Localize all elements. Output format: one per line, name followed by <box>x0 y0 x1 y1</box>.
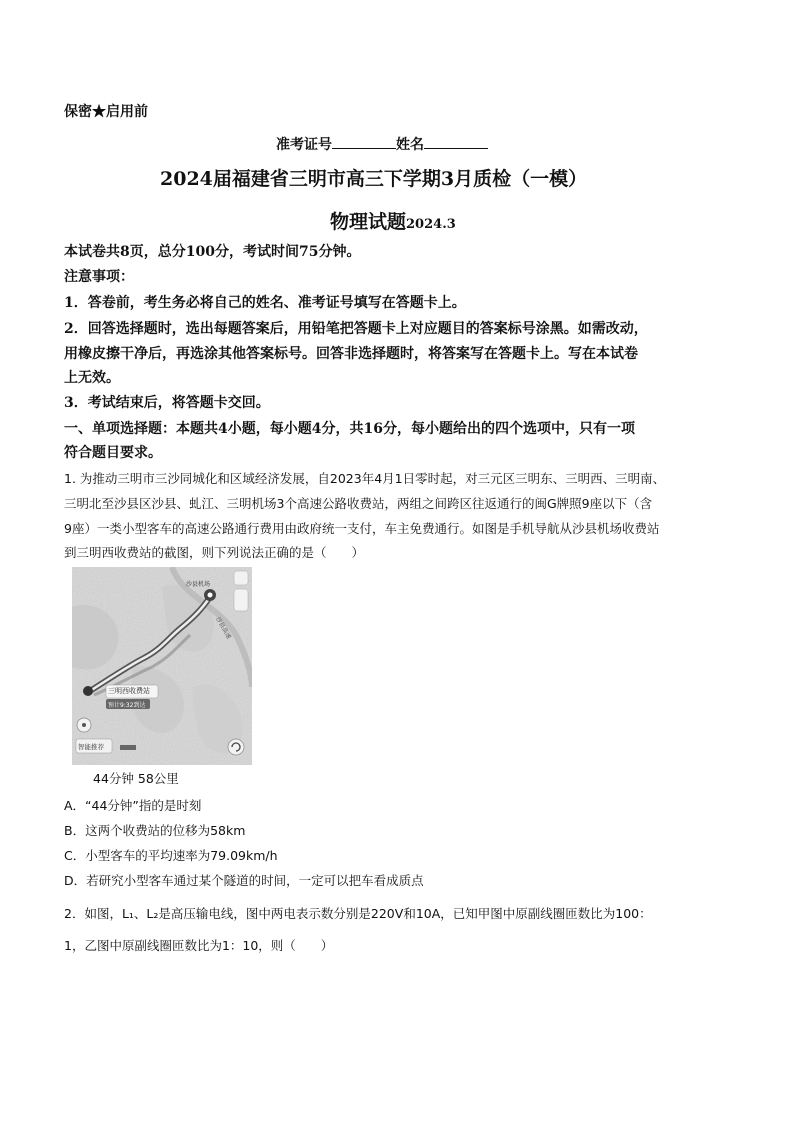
q1-option-c: C．小型客车的平均速率为79.09km/h <box>64 848 278 863</box>
instructions-heading: 注意事项： <box>64 269 134 285</box>
q2-stem-line-1: 2．如图，L₁、L₂是高压输电线，图中两电表示数分别是220V和10A，已知甲图中原副线圈匝数比为100： <box>64 906 652 921</box>
exam-info-line <box>276 134 488 154</box>
instruction-item-2-line-3: 上无效。 <box>64 370 120 386</box>
instruction-item-3: 3．考试结束后，将答题卡交回。 <box>64 395 270 411</box>
map-caption: 44分钟 58公里 <box>93 771 179 786</box>
exam-id-blank <box>332 136 396 149</box>
scale-bar <box>120 745 136 750</box>
road-label: 沙县高速 <box>214 615 233 641</box>
exam-id-label: 准考证号 <box>276 137 332 153</box>
q1-option-b: B．这两个收费站的位移为58km <box>64 823 246 838</box>
map-tools-control-icon[interactable] <box>234 589 248 611</box>
page-title: 2024届福建省三明市高三下学期3月质检（一模） <box>160 168 588 190</box>
q2-stem-line-2: 1，乙图中原副线圈匝数比为1：10，则（ ） <box>64 938 334 953</box>
instructions-intro: 本试卷共8页，总分100分，考试时间75分钟。 <box>64 244 361 260</box>
layers-control-icon[interactable] <box>234 571 248 585</box>
map-image <box>72 567 252 765</box>
q1-stem-line-3: 9座）一类小型客车的高速公路通行费用由政府统一支付，车主免费通行。如图是手机导航从沙县机场收费站 <box>64 521 660 536</box>
subject-title: 物理试题 <box>330 211 407 233</box>
instruction-item-2-line-1: 2．回答选择题时，选出每题答案后，用铅笔把答题卡上对应题目的答案标号涂黑。如需改动， <box>64 321 648 337</box>
station-label: 三明西收费站 <box>108 687 150 695</box>
q1-stem-line-2: 三明北至沙县区沙县、虬江、三明机场3个高速公路收费站，两组之间跨区往返通行的闽G牌照9座以下（含 <box>64 496 653 511</box>
instruction-item-2-line-2: 用橡皮擦干净后，再选涂其他答案标号。回答非选择题时，将答案写在答题卡上。写在本试卷 <box>64 346 638 362</box>
smart-recommend-button[interactable]: 智能推荐 <box>78 743 104 751</box>
refresh-icon[interactable] <box>228 739 244 755</box>
end-marker-icon <box>83 686 93 696</box>
navigation-map-figure <box>72 567 252 765</box>
section-1-heading-line-1: 一、单项选择题：本题共4小题，每小题4分，共16分，每小题给出的四个选项中，只有一项 <box>64 421 635 437</box>
q1-stem-line-1: 1. 为推动三明市三沙同城化和区域经济发展，自2023年4月1日零时起，对三元区三明东、三明西、三明南、 <box>64 471 666 486</box>
confidential-label: 保密★启用前 <box>64 104 148 120</box>
instruction-item-1: 1．答卷前，考生务必将自己的姓名、准考证号填写在答题卡上。 <box>64 295 466 311</box>
name-label: 姓名 <box>396 137 424 153</box>
origin-label: 沙县机场 <box>186 581 211 588</box>
section-1-heading-line-2: 符合题目要求。 <box>64 445 162 461</box>
subtitle-date: 2024.3 <box>406 217 456 232</box>
q1-option-a: A．“44分钟”指的是时刻 <box>64 798 202 813</box>
q1-option-d: D．若研究小型客车通过某个隧道的时间，一定可以把车看成质点 <box>64 873 424 888</box>
station-eta-label: 预计9:32到达 <box>108 702 146 709</box>
page-subtitle <box>330 207 456 234</box>
q1-stem-line-4: 到三明西收费站的截图，则下列说法正确的是（ ） <box>64 545 365 560</box>
name-blank <box>424 136 488 149</box>
